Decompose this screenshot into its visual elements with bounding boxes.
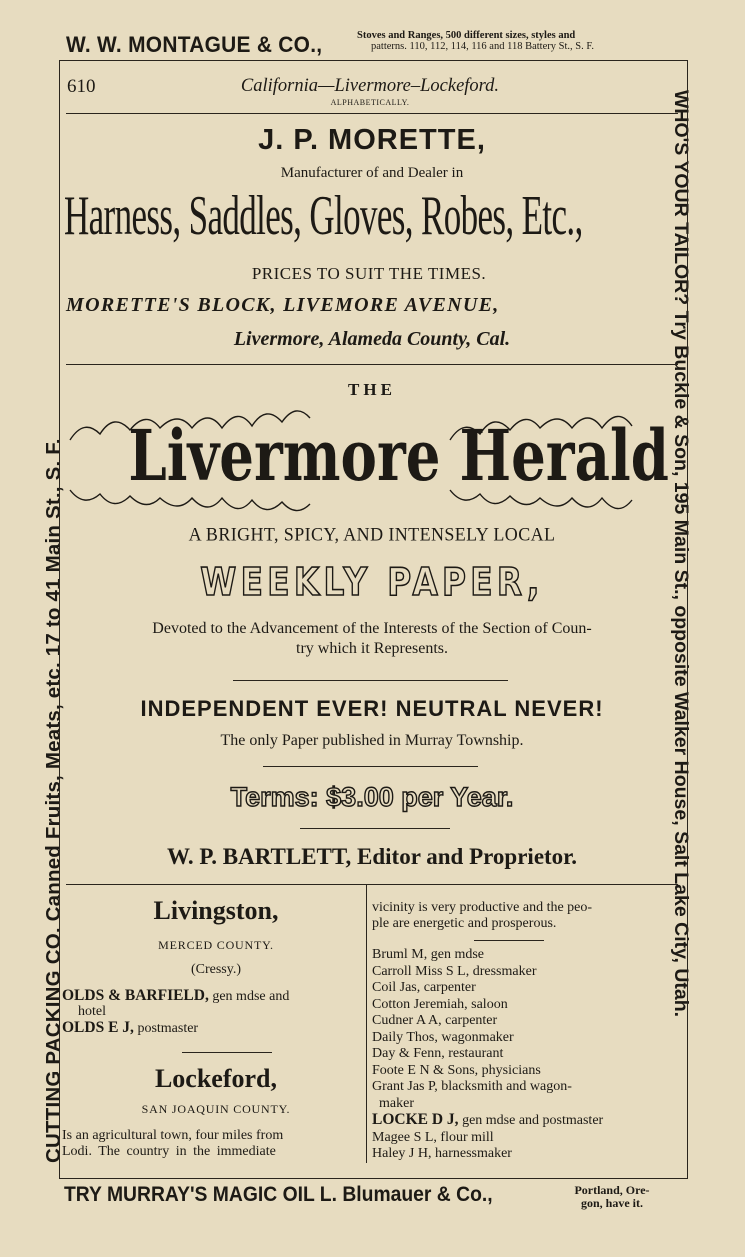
- bottom-advertisement: [30, 1180, 720, 1220]
- list-item: Haley J H, harnessmaker: [372, 1146, 512, 1161]
- morette-address2: Livermore, Alameda County, Cal.: [233, 328, 511, 350]
- herald-devoted: Devoted to the Advancement of the Interests of the Section of Coun-: [152, 620, 592, 637]
- section-rule: [66, 364, 678, 365]
- herald-weekly: WEEKLY PAPER,: [200, 560, 544, 604]
- list-item: Day & Fenn, restaurant: [372, 1046, 504, 1061]
- herald-tagline: A BRIGHT, SPICY, AND INTENSELY LOCAL: [188, 523, 556, 545]
- lockeford-desc-2: Lodi. The country in the immediate: [62, 1144, 276, 1159]
- right-column-rule: [474, 940, 544, 941]
- running-title: California—Livermore–Lockeford.: [240, 76, 500, 96]
- herald-devoted2: try which it Represents.: [296, 640, 448, 657]
- lockeford-desc-1: Is an agricultural town, four miles from: [62, 1128, 284, 1143]
- running-subtitle: ALPHABETICALLY.: [330, 98, 410, 107]
- top-ad-detail-line1: Stoves and Ranges, 500 different sizes, styles and: [357, 30, 576, 41]
- short-rule-2: [263, 766, 478, 767]
- herald-only: The only Paper published in Murray Township.: [220, 732, 524, 749]
- list-item: Cotton Jeremiah, saloon: [372, 996, 508, 1012]
- list-item: Cudner A A, carpenter: [372, 1013, 498, 1028]
- list-item: Foote E N & Sons, physicians: [372, 1062, 541, 1078]
- column-divider: [366, 885, 367, 1163]
- town-lockeford: Lockeford,: [154, 1064, 278, 1093]
- bottom-ad-main: TRY MURRAY'S MAGIC OIL L. Blumauer & Co.,: [64, 1183, 493, 1206]
- list-item: Magee S L, flour mill: [372, 1129, 494, 1145]
- alias-cressy: (Cressy.): [190, 962, 242, 977]
- town-livingston: Livingston,: [153, 896, 279, 925]
- short-rule-3: [300, 828, 450, 829]
- directory-list: [372, 947, 603, 1163]
- entry-olds-barfield: [62, 988, 289, 1006]
- bottom-ad-small-line1: Portland, Ore-: [574, 1183, 650, 1197]
- header-rule: [66, 113, 678, 114]
- list-item: maker: [372, 1095, 414, 1111]
- page-number: 610: [67, 76, 96, 97]
- county-san-joaquin: SAN JOAQUIN COUNTY.: [141, 1102, 291, 1116]
- list-item-locke: [372, 1112, 603, 1130]
- entry-olds-ej: [62, 1020, 198, 1038]
- lockeford-desc-3: vicinity is very productive and the peo-: [372, 900, 593, 915]
- entry-olds-ej-name: OLDS E J,: [62, 1019, 134, 1036]
- list-item: Coil Jas, carpenter: [372, 980, 476, 995]
- top-ad-name: W. W. MONTAGUE & CO.,: [66, 32, 323, 57]
- morette-products: Harness, Saddles, Gloves, Robes, Etc.,: [64, 185, 583, 247]
- herald-slogan: INDEPENDENT EVER! NEUTRAL NEVER!: [140, 696, 604, 721]
- entry-olds-barfield-name: OLDS & BARFIELD,: [62, 987, 209, 1004]
- list-item: Carroll Miss S L, dressmaker: [372, 963, 537, 979]
- herald-the: THE: [348, 380, 396, 399]
- entry-olds-ej-desc: postmaster: [133, 1021, 199, 1036]
- entry-locke-desc: gen mdse and postmaster: [458, 1113, 604, 1128]
- bottom-ad-small-line2: gon, have it.: [580, 1196, 643, 1210]
- herald-name: Livermore Herald: [128, 414, 669, 497]
- left-column-rule: [182, 1052, 272, 1053]
- top-advertisement: [30, 28, 690, 60]
- lockeford-desc-4: ple are energetic and prosperous.: [372, 916, 557, 931]
- entry-olds-barfield-cont: hotel: [78, 1004, 106, 1019]
- list-item: Bruml M, gen mdse: [372, 947, 484, 962]
- morette-address1: MORETTE'S BLOCK, LIVEMORE AVENUE,: [66, 294, 500, 316]
- herald-editor: W. P. BARTLETT, Editor and Proprietor.: [166, 844, 578, 869]
- top-ad-detail: [357, 30, 707, 52]
- list-item: Grant Jas P, blacksmith and wagon-: [372, 1079, 572, 1094]
- bottom-ad-small: [547, 1184, 677, 1210]
- entry-olds-barfield-desc: gen mdse and: [208, 989, 290, 1004]
- entry-locke-name: LOCKE D J,: [372, 1111, 459, 1128]
- herald-terms: Terms: $3.00 per Year.: [230, 782, 514, 812]
- morette-line1: Manufacturer of and Dealer in: [280, 165, 464, 181]
- right-side-advertisement: WHO'S YOUR TAILOR? Try Buckle & Son, 195 Main St., opposite Walker House, Salt Lake City, Utah.: [670, 90, 692, 1018]
- short-rule: [233, 680, 508, 681]
- column-top-rule: [66, 884, 678, 885]
- herald-masthead: [60, 400, 682, 512]
- top-ad-detail-line2: patterns. 110, 112, 114, 116 and 118 Battery St., S. F.: [371, 41, 594, 52]
- morette-prices: PRICES TO SUIT THE TIMES.: [251, 264, 487, 283]
- list-item: Daily Thos, wagonmaker: [372, 1029, 514, 1045]
- morette-name: J. P. MORETTE,: [258, 124, 486, 156]
- left-side-advertisement: CUTTING PACKING CO. Canned Fruits, Meats, etc. 17 to 41 Main St., S. F.: [42, 438, 65, 1163]
- county-merced: MERCED COUNTY.: [158, 938, 274, 952]
